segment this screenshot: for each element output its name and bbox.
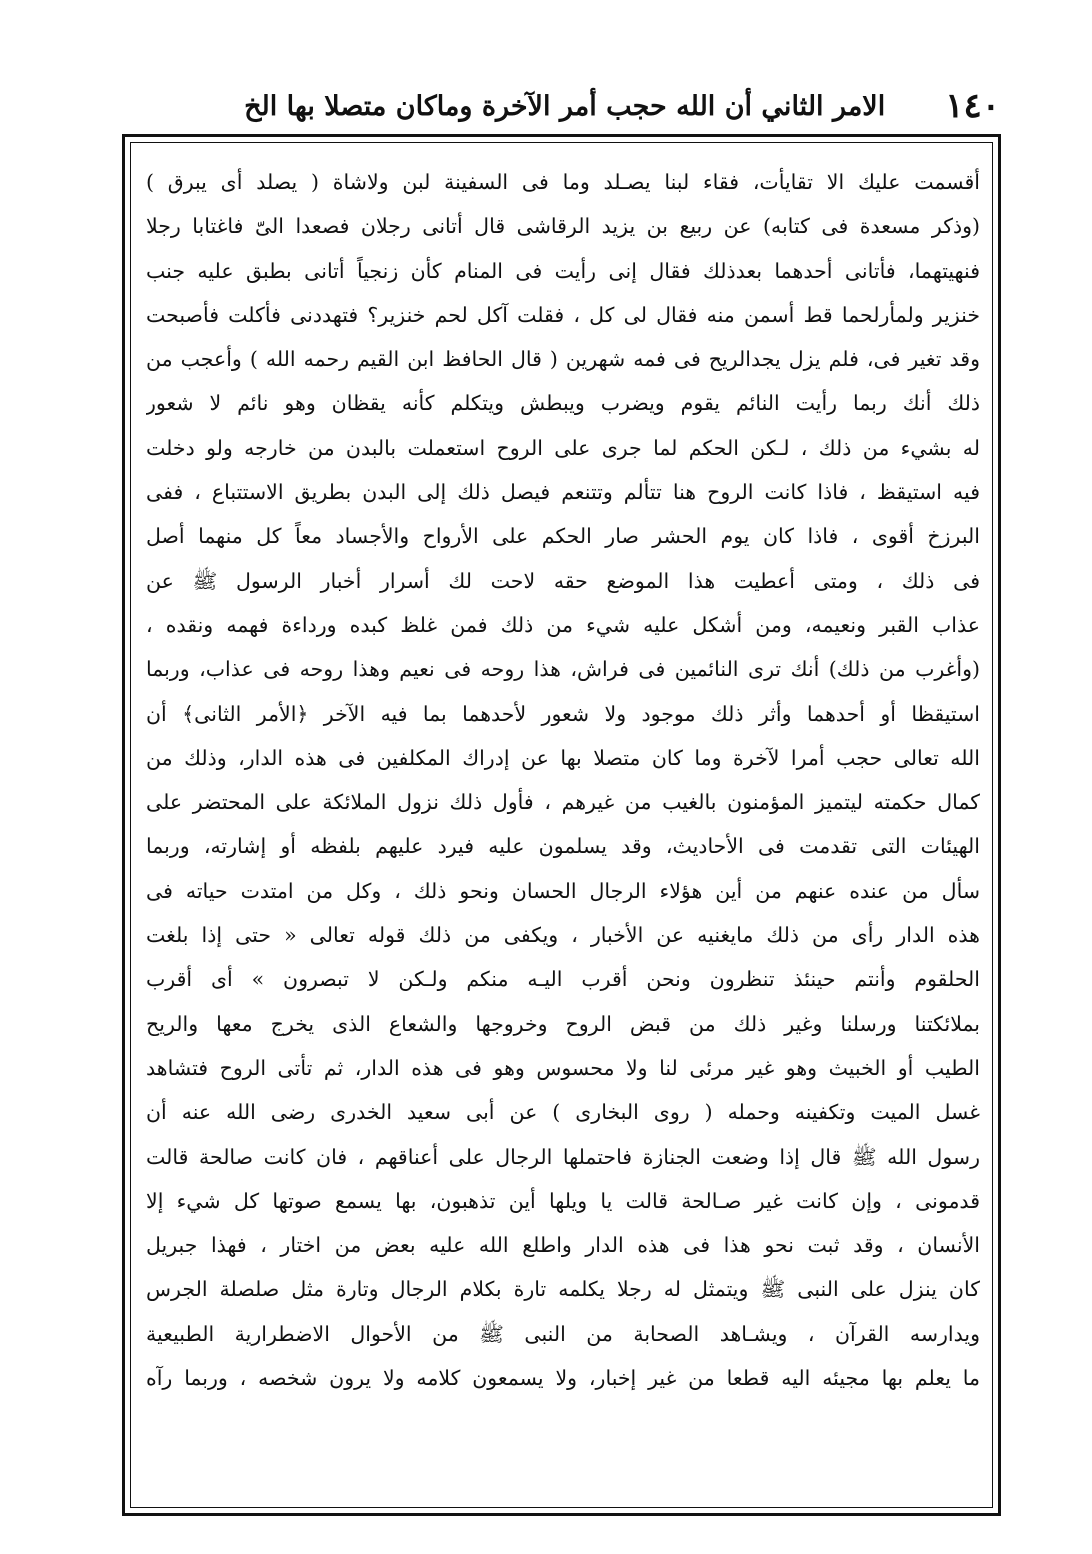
text-line: فنهيتهما، فأتانى أحدهما بعدذلك فقال إنى رأيت فى المنام كأن زنجياً أتانى بطبق عليه جنب bbox=[146, 258, 980, 283]
text-line: بملائكتنا ورسلنا وغير ذلك من قبض الروح وخروجها والشعاع الذى يخرج معها والريح bbox=[146, 1011, 980, 1036]
text-line: ما يعلم بها مجيئه اليه قطعا من غير إخبار، ولا يسمعون كلامه ولا يرون شخصه ، وربما رآه bbox=[146, 1366, 980, 1391]
page-header bbox=[120, 84, 1000, 128]
text-line: البرزخ أقوى ، فاذا كان يوم الحشر صار الحكم على الأرواح والأجساد معاً كل منهما أصل bbox=[146, 524, 980, 549]
text-line: ويدارسه القرآن ، ويشـاهد الصحابة من النبى ﷺ من الأحوال الاضطرارية الطبيعية bbox=[146, 1321, 980, 1346]
text-line: (وذكر مسعدة فى كتابه) عن ربيع بن يزيد الرقاشى قال أتانى رجلان فصعدا الىّ فاغتابا رجلا bbox=[146, 214, 980, 239]
page-number: ١٤٠ bbox=[945, 86, 1000, 126]
text-line: الحلقوم وأنتم حينئذ تنظرون ونحن أقرب اليـه منكم ولـكن لا تبصرون » أى أقرب bbox=[146, 967, 980, 992]
text-line: وقد تغير فى، فلم يزل يجدالريح فى فمه شهرين ( قال الحافظ ابن القيم رحمه الله ) وأعجب من bbox=[146, 347, 980, 372]
text-line: عذاب القبر ونعيمه، ومن أشكل عليه شيء من ذلك فمن غلظ كبده ورداءة فهمه ونقده ، bbox=[146, 612, 980, 637]
text-line: فيه استيقظ ، فاذا كانت الروح هنا تتألم وتتنعم فيصل ذلك إلى البدن بطريق الاستتباع ، ففى bbox=[146, 480, 980, 505]
text-line: سأل من عنده عنهم من أين هؤلاء الرجال الحسان ونحو ذلك ، وكل من امتدت حياته فى bbox=[146, 878, 980, 903]
text-line: قدمونى ، وإن كانت غير صـالحة قالت يا ويلها أين تذهبون، بها يسمع صوتها كل شيء إلا bbox=[146, 1188, 980, 1213]
text-line: الله تعالى حجب أمرا لآخرة وما كان متصلا بها عن إدراك المكلفين فى هذه الدار، وذلك من bbox=[146, 745, 980, 770]
text-line: خنزير ولمأرلحما قط أسمن منه فقال لى كل ، فقلت آكل لحم خنزير؟ فتهددنى فأكلت فأصبحت bbox=[146, 302, 980, 327]
text-line: هذه الدار رأى من ذلك مايغنيه عن الأخبار ، ويكفى من ذلك قوله تعالى « حتى إذا بلغت bbox=[146, 923, 980, 948]
text-line: رسول الله ﷺ قال إذا وضعت الجنازة فاحتملها الرجال على أعناقهم ، فان كانت صالحة قالت bbox=[146, 1144, 980, 1169]
text-line: الطيب أو الخبيث وهو غير مرئى لنا ولا محسوس وهو فى هذه الدار، ثم تأتى الروح فتشاهد bbox=[146, 1055, 980, 1080]
body-text bbox=[146, 160, 980, 1500]
running-title: الامر الثاني أن الله حجب أمر الآخرة وماكان متصلا بها الخ bbox=[244, 90, 886, 122]
text-line: استيقظا أو أحدهما وأثر ذلك موجود ولا شعور لأحدهما بما فيه الآخر ﴿الأمر الثانى﴾ أن bbox=[146, 701, 980, 726]
text-line: فى ذلك ، ومتى أعطيت هذا الموضع حقه لاحت لك أسرار أخبار الرسول ﷺ عن bbox=[146, 568, 980, 593]
text-line: له بشيء من ذلك ، لـكن الحكم لما جرى على الروح استعملت بالبدن من خارجه ولو دخلت bbox=[146, 435, 980, 460]
text-line: غسل الميت وتكفينه وحمله ( روى البخارى ) عن أبى سعيد الخدرى رضى الله عنه أن bbox=[146, 1100, 980, 1125]
text-line: ذلك أنك ربما رأيت النائم يقوم ويضرب ويبطش ويتكلم كأنه يقظان وهو نائم لا شعور bbox=[146, 391, 980, 416]
text-line: (وأغرب من ذلك) أنك ترى النائمين فى فراش، هذا روحه فى نعيم وهذا روحه فى عذاب، وربما bbox=[146, 657, 980, 682]
text-line: الهيئات التى تقدمت فى الأحاديث، وقد يسلمون عليه فيرد عليهم بلفظه أو إشارته، وربما bbox=[146, 834, 980, 859]
text-line: الأنسان ، وقد ثبت نحو هذا فى هذه الدار واطلع الله عليه بعض من اختار ، فهذا جبريل bbox=[146, 1233, 980, 1258]
text-line: كمال حكمته ليتميز المؤمنون بالغيب من غيرهم ، فأول ذلك نزول الملائكة على المحتضر على bbox=[146, 790, 980, 815]
text-line: أقسمت عليك الا تقايأت، فقاء لبنا يصـلد وما فى السفينة لبن ولاشاة ( يصلد أى يبرق ) bbox=[146, 170, 980, 194]
text-line: كان ينزل على النبى ﷺ ويتمثل له رجلا يكلمه تارة بكلام الرجال وتارة مثل صلصلة الجرس bbox=[146, 1277, 980, 1302]
